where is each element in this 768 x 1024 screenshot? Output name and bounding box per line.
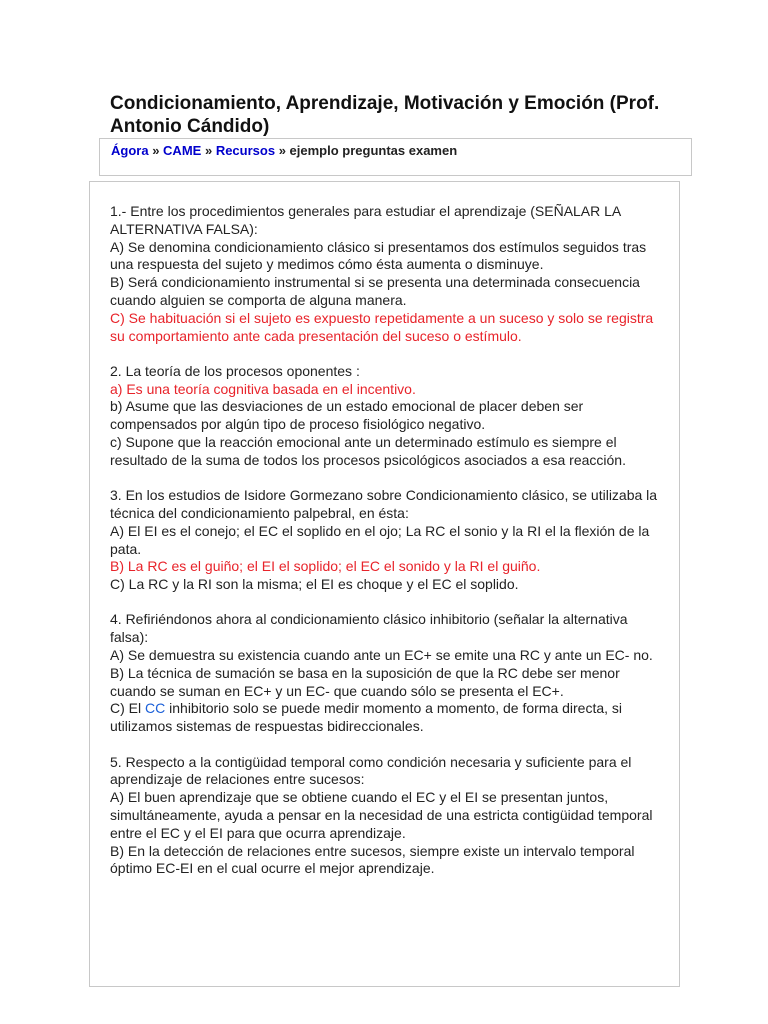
question-5 [110,754,667,879]
breadcrumb-current: ejemplo preguntas examen [289,143,458,158]
breadcrumb-separator: » [204,143,213,158]
breadcrumb [99,138,692,176]
question-stem: 3. En los estudios de Isidore Gormezano sobre Condicionamiento clásico, se utilizaba la técnica del condicionamiento palpebral, en ésta: [110,487,658,521]
breadcrumb-separator: » [278,143,286,158]
breadcrumb-link-recursos[interactable]: Recursos [215,143,276,158]
question-stem: 2. La teoría de los procesos oponentes : [110,362,360,379]
question-stem: 4. Refiriéndonos ahora al condicionamiento clásico inhibitorio (señalar la alternativa falsa): [110,611,628,646]
option-b: B) En la detección de relaciones entre sucesos, siempre existe un intervalo temporal óptimo EC-EI en el cual ocurre el mejor aprendizaje. [110,842,635,877]
option-c [110,700,667,736]
option-b-highlighted: B) La RC es el guiño; el EI el soplido; el EC el sonido y la RI el guiño. [110,558,541,575]
breadcrumb-separator: » [152,143,160,158]
questions-panel [89,181,680,987]
option-c-rest: inhibitorio solo se puede medir momento a momento, de forma directa, si utilizamos sistemas de respuestas bidireccionales. [110,700,623,735]
option-a-highlighted: a) Es una teoría cognitiva basada en el incentivo. [110,380,416,397]
question-stem: 5. Respecto a la contigüidad temporal como condición necesaria y suficiente para el aprendizaje de relaciones entre sucesos: [110,753,632,788]
option-b: B) Será condicionamiento instrumental si se presenta una determinada consecuencia cuando alguien se comporta de alguna manera. [110,274,640,308]
question-3 [110,487,667,594]
option-c: c) Supone que la reacción emocional ante un determinado estímulo es siempre el resultado de la suma de todos los procesos psicológicos asociados a esa reacción. [110,434,626,468]
option-b: b) Asume que las desviaciones de un estado emocional de placer deben ser compensados por algún tipo de proceso fisiológico negativo. [110,398,584,433]
option-b: B) La técnica de sumación se basa en la suposición de que la RC debe ser menor cuando se suman en EC+ y un EC- que cuando sólo se presenta el EC+. [110,664,620,699]
page-title: Condicionamiento, Aprendizaje, Motivación y Emoción (Prof. Antonio Cándido) [110,93,660,137]
question-2 [110,363,667,470]
breadcrumb-link-came[interactable]: CAME [163,143,202,158]
option-c-highlighted: C) Se habituación si el sujeto es expuesto repetidamente a un suceso y solo se registra su comportamiento ante cada presentación del suceso o estímulo. [110,309,654,344]
option-c: C) La RC y la RI son la misma; el EI es choque y el EC el soplido. [110,576,519,593]
question-4 [110,611,667,736]
option-a: A) Se demuestra su existencia cuando ante un EC+ se emite una RC y ante un EC- no. [110,647,653,664]
option-a: A) El buen aprendizaje que se obtiene cuando el EC y el EI se presentan juntos, simultáneamente, ayuda a pensar en la necesidad de una estricta contigüidad temporal entre el EC y el EI para que ocurra aprendizaje. [110,789,653,841]
option-a: A) El EI es el conejo; el EC el soplido en el ojo; La RC el sonio y la RI el la flexión de la pata. [110,522,650,557]
option-c-prefix: C) El [110,700,142,717]
breadcrumb-link-agora[interactable]: Ágora [111,143,149,158]
question-stem: 1.- Entre los procedimientos generales para estudiar el aprendizaje (SEÑALAR LA ALTERNATIVA FALSA): [110,203,621,237]
question-1 [110,203,667,345]
cc-link[interactable]: CC [145,700,166,717]
option-a: A) Se denomina condicionamiento clásico si presentamos dos estímulos seguidos tras una respuesta del sujeto y medimos cómo ésta aumenta o disminuye. [110,238,647,273]
